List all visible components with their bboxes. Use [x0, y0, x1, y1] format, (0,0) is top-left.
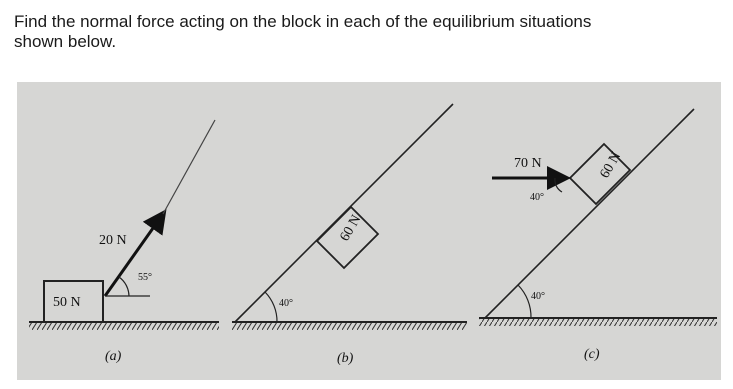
caption-b: (b) — [337, 351, 354, 366]
ground-hatch-c — [479, 318, 717, 326]
angle-c-label-top: 40° — [530, 192, 544, 203]
angle-arc-c-bottom — [518, 285, 531, 318]
angle-b-label: 40° — [279, 298, 293, 309]
physics-figure — [17, 82, 721, 380]
caption-a: (a) — [105, 349, 122, 364]
block-c-label: 60 N — [597, 149, 625, 181]
caption-c: (c) — [584, 347, 600, 362]
force-a-label: 20 N — [99, 233, 127, 248]
question-line-1: Find the normal force acting on the block in each of the equilibrium situations — [14, 12, 592, 31]
block-a-label: 50 N — [53, 295, 81, 310]
figure-drawing — [17, 82, 721, 380]
force-c-label: 70 N — [514, 156, 542, 171]
force-arrow-a — [105, 214, 163, 296]
angle-c-label-bottom: 40° — [531, 291, 545, 302]
incline-c — [485, 109, 694, 318]
question-text — [14, 12, 719, 52]
block-b-label: 60 N — [337, 212, 365, 244]
panel-a — [29, 120, 219, 364]
force-line-extension-a — [163, 120, 215, 214]
ground-hatch-a — [29, 322, 219, 330]
panel-c — [479, 109, 717, 362]
angle-arc-b — [265, 292, 277, 322]
angle-a-label: 55° — [138, 272, 152, 283]
ground-hatch-b — [232, 322, 467, 330]
angle-arc-a — [119, 277, 129, 296]
question-line-2: shown below. — [14, 32, 117, 51]
angle-arc-c-top — [555, 178, 562, 192]
panel-b — [232, 104, 467, 366]
